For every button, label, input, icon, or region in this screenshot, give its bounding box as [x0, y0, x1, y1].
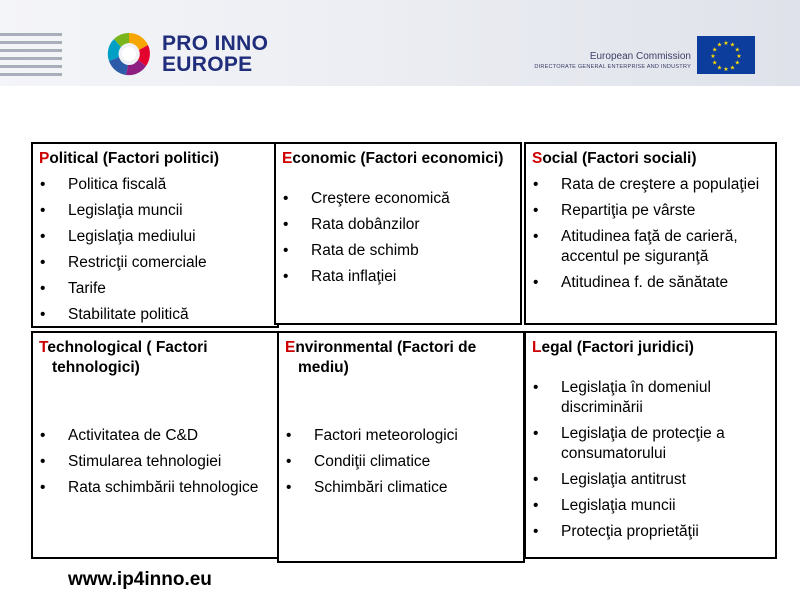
- list-item: • Tarife: [39, 279, 271, 299]
- list-item: • Rata schimbării tehnologice: [39, 478, 271, 498]
- box-legal: [524, 331, 777, 559]
- title-text: conomic (Factori economici): [292, 150, 504, 167]
- list-item: • Activitatea de C&D: [39, 426, 271, 446]
- list-item: • Schimbări climatice: [285, 478, 517, 498]
- title-text: ocial (Factori sociali): [542, 150, 697, 167]
- svg-text:★: ★: [716, 41, 723, 49]
- list-item: • Rata inflaţiei: [282, 267, 514, 287]
- ec-name: European Commission: [589, 51, 691, 62]
- list-item: • Legislaţia mediului: [39, 227, 271, 247]
- svg-text:★: ★: [729, 41, 736, 49]
- list-item: • Rata de creştere a populaţiei: [532, 175, 769, 195]
- logo-line-1: PRO INNO: [162, 32, 269, 55]
- svg-text:★: ★: [710, 53, 716, 60]
- list-item: • Legislaţia muncii: [39, 201, 271, 221]
- list-environmental: [285, 426, 517, 498]
- list-item: • Politica fiscală: [39, 175, 271, 195]
- list-economic: [282, 189, 514, 287]
- list-item: • Creştere economică: [282, 189, 514, 209]
- ec-directorate: DIRECTORATE GENERAL ENTERPRISE AND INDUSTRY: [534, 64, 691, 70]
- box-title-political: [39, 149, 271, 169]
- title-initial: P: [39, 150, 50, 167]
- title-initial: L: [532, 339, 542, 356]
- decorative-stripes: [0, 33, 62, 77]
- logo-line-2: EUROPE: [162, 53, 253, 76]
- european-commission-label: [506, 51, 691, 72]
- list-item: • Factori meteorologici: [285, 426, 517, 446]
- list-political: [39, 175, 271, 325]
- svg-text:★: ★: [712, 59, 718, 67]
- list-item: • Legislaţia în domeniul discriminării: [532, 378, 769, 418]
- list-item: • Atitudinea faţă de carieră, accentul pe siguranţă: [532, 227, 769, 267]
- box-social: [524, 142, 777, 325]
- pro-inno-logo-icon: [104, 29, 154, 79]
- list-item: • Repartiţia pe vârste: [532, 201, 769, 221]
- list-item: • Legislaţia antitrust: [532, 470, 769, 490]
- svg-text:★: ★: [723, 40, 729, 47]
- svg-text:★: ★: [734, 59, 740, 67]
- box-technological: [31, 331, 279, 559]
- header-banner: [0, 0, 800, 86]
- list-item: • Legislaţia de protecţie a consumatorului: [532, 424, 769, 464]
- svg-text:★: ★: [734, 46, 740, 54]
- list-social: [532, 175, 769, 293]
- svg-text:★: ★: [712, 46, 718, 54]
- box-title-economic: [282, 149, 514, 169]
- box-title-environmental: [285, 338, 517, 378]
- list-item: • Stabilitate politică: [39, 305, 271, 325]
- website-url[interactable]: www.ip4inno.eu: [68, 569, 212, 590]
- box-environmental: [277, 331, 525, 563]
- list-item: • Legislaţia muncii: [532, 496, 769, 516]
- title-text: nvironmental (Factori de mediu): [295, 339, 477, 376]
- list-item: • Condiţii climatice: [285, 452, 517, 472]
- title-text: olitical (Factori politici): [49, 150, 219, 167]
- list-technological: [39, 426, 271, 498]
- list-item: • Stimularea tehnologiei: [39, 452, 271, 472]
- title-initial: T: [39, 339, 48, 356]
- title-initial: E: [285, 339, 296, 356]
- box-economic: [274, 142, 522, 325]
- title-initial: S: [532, 150, 543, 167]
- svg-text:★: ★: [736, 53, 742, 60]
- box-title-social: [532, 149, 769, 169]
- box-title-technological: [39, 338, 271, 378]
- title-initial: E: [282, 150, 293, 167]
- svg-text:★: ★: [716, 64, 723, 72]
- title-text: echnological ( Factori tehnologici): [47, 339, 208, 376]
- list-item: • Rata de schimb: [282, 241, 514, 261]
- svg-text:★: ★: [723, 66, 729, 73]
- logo-wordmark: [162, 33, 268, 75]
- list-item: • Atitudinea f. de sănătate: [532, 273, 769, 293]
- list-item: • Rata dobânzilor: [282, 215, 514, 235]
- list-item: • Protecţia proprietăţii: [532, 522, 769, 542]
- eu-flag-icon: [697, 36, 755, 74]
- box-political: [31, 142, 279, 328]
- box-title-legal: [532, 338, 769, 358]
- list-legal: [532, 378, 769, 542]
- title-text: egal (Factori juridici): [541, 339, 694, 356]
- svg-text:★: ★: [729, 64, 736, 72]
- list-item: • Restricţii comerciale: [39, 253, 271, 273]
